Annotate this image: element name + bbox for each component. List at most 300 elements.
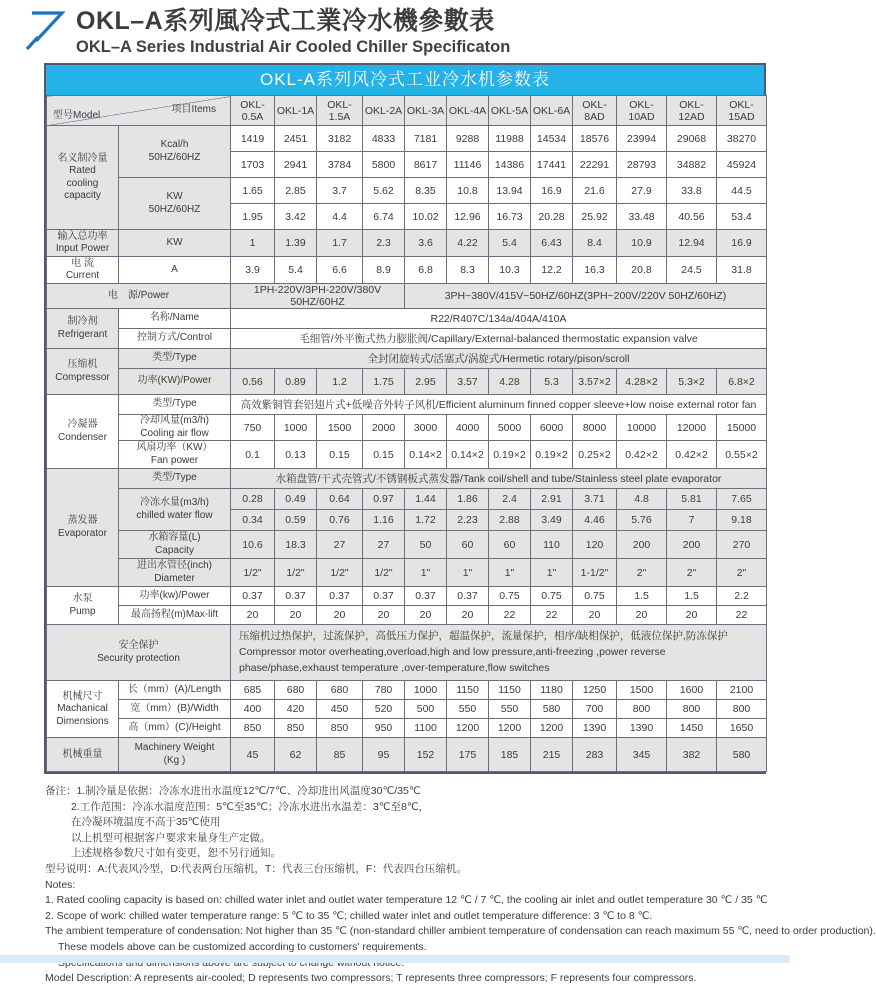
value-cell: 34882 <box>667 152 717 178</box>
note-line: 2.工作范围：冷冻水温度范围：5℃至35℃；冷冻水进出水温差：3℃至8℃， <box>71 800 430 813</box>
value-cell: 0.25×2 <box>573 441 617 469</box>
value-cell: 8.9 <box>363 257 405 284</box>
value-cell: 10.3 <box>489 257 531 284</box>
model-header: OKL-1A <box>275 96 317 126</box>
value-cell: 152 <box>405 738 447 772</box>
value-cell: 12.96 <box>447 204 489 230</box>
value-cell: 283 <box>573 738 617 772</box>
value-cell: 60 <box>447 531 489 559</box>
value-cell: 5.76 <box>617 510 667 531</box>
value-cell: 5.81 <box>667 489 717 510</box>
value-cell: 2.85 <box>275 178 317 204</box>
table-row <box>47 126 767 152</box>
value-cell: 0.14×2 <box>447 441 489 469</box>
value-cell: 0.37 <box>447 587 489 606</box>
security-text: 压缩机过热保护，过流保护，高低压力保护，超温保护，流量保护，相序/缺相保护，低液位保护,防冻保护 Compressor motor overheating,overload,high and low pressure,anti-freezing ,power reverse phase/phase,exhaust temperature ,over-temperature,flow switches <box>231 625 767 681</box>
item-label: 控制方式/Control <box>119 329 231 349</box>
value-cell: 3784 <box>317 152 363 178</box>
value-cell: 6.8×2 <box>717 369 767 395</box>
value-cell: 0.42×2 <box>667 441 717 469</box>
model-header: OKL-2A <box>363 96 405 126</box>
value-cell: 0.19×2 <box>531 441 573 469</box>
value-cell: 3.49 <box>531 510 573 531</box>
value-cell: 22291 <box>573 152 617 178</box>
value-cell: 15000 <box>717 415 767 441</box>
value-cell: 2451 <box>275 126 317 152</box>
table-row <box>47 284 767 309</box>
value-cell: 270 <box>717 531 767 559</box>
value-cell: 38270 <box>717 126 767 152</box>
value-cell: 420 <box>275 700 317 719</box>
value-cell: 0.97 <box>363 489 405 510</box>
value-cell: 3000 <box>405 415 447 441</box>
value-cell: 6.8 <box>405 257 447 284</box>
table-row <box>47 531 767 559</box>
value-cell: 0.13 <box>275 441 317 469</box>
table-row <box>47 587 767 606</box>
value-cell: 680 <box>275 681 317 700</box>
value-cell: 6.6 <box>317 257 363 284</box>
value-cell: 20.28 <box>531 204 573 230</box>
model-header: OKL-15AD <box>717 96 767 126</box>
value-cell: 6.74 <box>363 204 405 230</box>
table-row <box>47 178 767 204</box>
value-cell: 1703 <box>231 152 275 178</box>
value-cell: 5.3×2 <box>667 369 717 395</box>
value-cell: 29068 <box>667 126 717 152</box>
value-cell: 850 <box>317 719 363 738</box>
model-header: OKL-3A <box>405 96 447 126</box>
value-cell: 16.73 <box>489 204 531 230</box>
spec-table-body <box>47 96 767 772</box>
merged-value-cell: 高效紫铜管套铝翅片式+低噪音外转子风机/Efficient aluminum finned copper sleeve+low noise external rotor fan <box>231 395 767 415</box>
value-cell: 0.42×2 <box>617 441 667 469</box>
value-cell: 20 <box>617 606 667 625</box>
table-row <box>47 96 767 126</box>
value-cell: 25.92 <box>573 204 617 230</box>
value-cell: 345 <box>617 738 667 772</box>
value-cell: 0.76 <box>317 510 363 531</box>
note-line: Notes: <box>45 878 76 891</box>
value-cell: 580 <box>717 738 767 772</box>
value-cell: 18576 <box>573 126 617 152</box>
item-label: 长（mm）(A)/Length <box>119 681 231 700</box>
value-cell: 8.3 <box>447 257 489 284</box>
value-cell: 7181 <box>405 126 447 152</box>
item-label: 风扇功率（KW） Fan power <box>119 441 231 469</box>
value-cell: 1" <box>405 559 447 587</box>
model-header: OKL-6A <box>531 96 573 126</box>
value-cell: 0.37 <box>317 587 363 606</box>
value-cell: 0.37 <box>363 587 405 606</box>
value-cell: 0.37 <box>275 587 317 606</box>
value-cell: 20 <box>573 606 617 625</box>
value-cell: 1-1/2" <box>573 559 617 587</box>
model-header: OKL-8AD <box>573 96 617 126</box>
value-cell: 3182 <box>317 126 363 152</box>
title-block <box>76 6 510 58</box>
value-cell: 4.46 <box>573 510 617 531</box>
value-cell: 800 <box>617 700 667 719</box>
value-cell: 0.15 <box>363 441 405 469</box>
value-cell: 215 <box>531 738 573 772</box>
value-cell: 780 <box>363 681 405 700</box>
value-cell: 14386 <box>489 152 531 178</box>
value-cell: 40.56 <box>667 204 717 230</box>
value-cell: 2000 <box>363 415 405 441</box>
note-line: 备注：1.制冷量是依据：冷冻水进出水温度12℃/7℃、冷却进出风温度30℃/35℃ <box>45 785 421 797</box>
value-cell: 3.9 <box>231 257 275 284</box>
value-cell: 0.1 <box>231 441 275 469</box>
value-cell: 1.39 <box>275 230 317 257</box>
value-cell: 3.57 <box>447 369 489 395</box>
value-cell: 800 <box>717 700 767 719</box>
value-cell: 750 <box>231 415 275 441</box>
value-cell: 22 <box>489 606 531 625</box>
value-cell: 1.7 <box>317 230 363 257</box>
value-cell: 0.19×2 <box>489 441 531 469</box>
item-label: A <box>119 257 231 284</box>
category-label: 安全保护 Security protection <box>47 625 231 681</box>
value-cell: 60 <box>489 531 531 559</box>
value-cell: 2941 <box>275 152 317 178</box>
value-cell: 5.62 <box>363 178 405 204</box>
table-row <box>47 738 767 772</box>
value-cell: 4.8 <box>617 489 667 510</box>
table-row <box>47 700 767 719</box>
value-cell: 20 <box>231 606 275 625</box>
value-cell: 3.57×2 <box>573 369 617 395</box>
category-label: 名义制冷量 Rated cooling capacity <box>47 126 119 230</box>
value-cell: 1500 <box>617 681 667 700</box>
note-line: 在冷凝环境温度不高于35℃使用 <box>71 816 221 829</box>
value-cell: 4000 <box>447 415 489 441</box>
value-cell: 5800 <box>363 152 405 178</box>
model-header: OKL-5A <box>489 96 531 126</box>
value-cell: 3.6 <box>405 230 447 257</box>
value-cell: 382 <box>667 738 717 772</box>
value-cell: 1150 <box>447 681 489 700</box>
value-cell: 185 <box>489 738 531 772</box>
value-cell: 800 <box>667 700 717 719</box>
category-label: 电 流 Current <box>47 257 119 284</box>
note-line: Model Description: A represents air-cooled; D represents two compressors; T represents three compressors; F represents four compressors. <box>45 972 697 985</box>
value-cell: 12.94 <box>667 230 717 257</box>
category-label: 机械尺寸 Machanical Dimensions <box>47 681 119 738</box>
item-label: 宽（mm）(B)/Width <box>119 700 231 719</box>
value-cell: 20 <box>447 606 489 625</box>
value-cell: 1200 <box>489 719 531 738</box>
value-cell: 1/2" <box>317 559 363 587</box>
item-label: 冷却风量(m3/h) Cooling air flow <box>119 415 231 441</box>
item-label: 水箱容量(L) Capacity <box>119 531 231 559</box>
value-cell: 20 <box>275 606 317 625</box>
value-cell: 2.91 <box>531 489 573 510</box>
value-cell: 1" <box>489 559 531 587</box>
value-cell: 6.43 <box>531 230 573 257</box>
table-row <box>47 559 767 587</box>
value-cell: 1150 <box>489 681 531 700</box>
spec-table-banner: OKL-A系列风冷式工业冷水机参数表 <box>46 65 764 95</box>
value-cell: 950 <box>363 719 405 738</box>
value-cell: 0.59 <box>275 510 317 531</box>
item-label: 类型/Type <box>119 469 231 489</box>
value-cell: 110 <box>531 531 573 559</box>
value-cell: 8000 <box>573 415 617 441</box>
value-cell: 62 <box>275 738 317 772</box>
merged-value-cell: 3PH~380V/415V~50HZ/60HZ(3PH~200V/220V 50HZ/60HZ) <box>405 284 767 309</box>
value-cell: 1390 <box>617 719 667 738</box>
value-cell: 14534 <box>531 126 573 152</box>
value-cell: 10.6 <box>231 531 275 559</box>
value-cell: 1/2" <box>275 559 317 587</box>
value-cell: 10.02 <box>405 204 447 230</box>
item-label: 功率(KW)/Power <box>119 369 231 395</box>
category-label: 水泵 Pump <box>47 587 119 625</box>
value-cell: 1.44 <box>405 489 447 510</box>
value-cell: 1" <box>531 559 573 587</box>
category-label: 机械重量 <box>47 738 119 772</box>
category-label: 制冷剂 Refrigerant <box>47 309 119 349</box>
value-cell: 550 <box>489 700 531 719</box>
table-row <box>47 230 767 257</box>
value-cell: 21.6 <box>573 178 617 204</box>
model-header: OKL-0.5A <box>231 96 275 126</box>
value-cell: 17441 <box>531 152 573 178</box>
corner-cell <box>47 96 231 126</box>
value-cell: 4.28×2 <box>617 369 667 395</box>
value-cell: 10.8 <box>447 178 489 204</box>
value-cell: 22 <box>531 606 573 625</box>
model-header: OKL-4A <box>447 96 489 126</box>
value-cell: 0.15 <box>317 441 363 469</box>
value-cell: 1500 <box>317 415 363 441</box>
table-row <box>47 369 767 395</box>
value-cell: 3.7 <box>317 178 363 204</box>
value-cell: 1.5 <box>617 587 667 606</box>
item-label: KW 50HZ/60HZ <box>119 178 231 230</box>
value-cell: 1200 <box>531 719 573 738</box>
value-cell: 1650 <box>717 719 767 738</box>
table-row <box>47 625 767 681</box>
value-cell: 16.9 <box>717 230 767 257</box>
value-cell: 45924 <box>717 152 767 178</box>
value-cell: 95 <box>363 738 405 772</box>
value-cell: 0.75 <box>573 587 617 606</box>
value-cell: 4.28 <box>489 369 531 395</box>
item-label: 最高扬程(m)Max-lift <box>119 606 231 625</box>
value-cell: 1.75 <box>363 369 405 395</box>
value-cell: 2.88 <box>489 510 531 531</box>
value-cell: 0.37 <box>231 587 275 606</box>
arrow-logo-icon <box>24 8 66 54</box>
value-cell: 1.65 <box>231 178 275 204</box>
table-row <box>47 606 767 625</box>
value-cell: 0.75 <box>489 587 531 606</box>
value-cell: 22 <box>717 606 767 625</box>
value-cell: 27 <box>317 531 363 559</box>
value-cell: 2100 <box>717 681 767 700</box>
value-cell: 20 <box>405 606 447 625</box>
table-row <box>47 681 767 700</box>
merged-value-cell: 水箱盘管/干式壳管式/不锈钢板式蒸发器/Tank coil/shell and tube/Stainless steel plate evaporator <box>231 469 767 489</box>
value-cell: 45 <box>231 738 275 772</box>
category-label: 输入总功率 Input Power <box>47 230 119 257</box>
value-cell: 1419 <box>231 126 275 152</box>
value-cell: 5.3 <box>531 369 573 395</box>
value-cell: 23994 <box>617 126 667 152</box>
note-line: 上述规格参数尺寸如有变更，恕不另行通知。 <box>71 847 281 860</box>
value-cell: 680 <box>317 681 363 700</box>
spec-table <box>46 95 767 772</box>
table-row <box>47 719 767 738</box>
value-cell: 2.95 <box>405 369 447 395</box>
value-cell: 33.8 <box>667 178 717 204</box>
value-cell: 7 <box>667 510 717 531</box>
value-cell: 1.72 <box>405 510 447 531</box>
value-cell: 2.2 <box>717 587 767 606</box>
corner-model-label: 型号Model <box>53 110 101 121</box>
value-cell: 0.34 <box>231 510 275 531</box>
value-cell: 1100 <box>405 719 447 738</box>
value-cell: 18.3 <box>275 531 317 559</box>
value-cell: 1.16 <box>363 510 405 531</box>
table-row <box>47 309 767 329</box>
value-cell: 0.55×2 <box>717 441 767 469</box>
model-header: OKL-1.5A <box>317 96 363 126</box>
value-cell: 450 <box>317 700 363 719</box>
value-cell: 9.18 <box>717 510 767 531</box>
value-cell: 2.23 <box>447 510 489 531</box>
merged-value-cell: 毛细管/外平衡式热力膨胀阀/Capillary/External-balanced thermostatic expansion valve <box>231 329 767 349</box>
table-row <box>47 329 767 349</box>
value-cell: 9288 <box>447 126 489 152</box>
value-cell: 12000 <box>667 415 717 441</box>
value-cell: 1390 <box>573 719 617 738</box>
value-cell: 11146 <box>447 152 489 178</box>
value-cell: 2" <box>717 559 767 587</box>
value-cell: 4833 <box>363 126 405 152</box>
value-cell: 520 <box>363 700 405 719</box>
value-cell: 16.9 <box>531 178 573 204</box>
value-cell: 0.64 <box>317 489 363 510</box>
value-cell: 0.89 <box>275 369 317 395</box>
value-cell: 5000 <box>489 415 531 441</box>
spec-table-wrap <box>44 63 766 774</box>
value-cell: 20.8 <box>617 257 667 284</box>
value-cell: 700 <box>573 700 617 719</box>
value-cell: 550 <box>447 700 489 719</box>
value-cell: 44.5 <box>717 178 767 204</box>
item-label: 电 源/Power <box>47 284 231 309</box>
table-row <box>47 489 767 510</box>
value-cell: 0.56 <box>231 369 275 395</box>
table-row <box>47 415 767 441</box>
value-cell: 4.4 <box>317 204 363 230</box>
value-cell: 8617 <box>405 152 447 178</box>
value-cell: 50 <box>405 531 447 559</box>
value-cell: 5.4 <box>489 230 531 257</box>
value-cell: 20 <box>667 606 717 625</box>
corner-items-label: 项目Items <box>171 104 216 115</box>
value-cell: 7.65 <box>717 489 767 510</box>
value-cell: 1 <box>231 230 275 257</box>
value-cell: 0.28 <box>231 489 275 510</box>
value-cell: 2" <box>617 559 667 587</box>
value-cell: 12.2 <box>531 257 573 284</box>
value-cell: 53.4 <box>717 204 767 230</box>
value-cell: 1.86 <box>447 489 489 510</box>
item-label: 名称/Name <box>119 309 231 329</box>
value-cell: 8.4 <box>573 230 617 257</box>
value-cell: 850 <box>231 719 275 738</box>
value-cell: 1.95 <box>231 204 275 230</box>
note-line: 1. Rated cooling capacity is based on: chilled water inlet and outlet water temperature 12 ℃ / 7 ℃, the cooling air inlet and outlet temperature 30 ℃ / 35 ℃ <box>45 894 768 907</box>
value-cell: 200 <box>667 531 717 559</box>
value-cell: 24.5 <box>667 257 717 284</box>
category-label: 冷凝器 Condenser <box>47 395 119 469</box>
table-row <box>47 349 767 369</box>
value-cell: 1/2" <box>231 559 275 587</box>
value-cell: 13.94 <box>489 178 531 204</box>
bottom-accent-strip <box>0 955 790 963</box>
value-cell: 1/2" <box>363 559 405 587</box>
item-label: 功率(kw)/Power <box>119 587 231 606</box>
table-row <box>47 395 767 415</box>
value-cell: 31.8 <box>717 257 767 284</box>
value-cell: 10.9 <box>617 230 667 257</box>
merged-value-cell: 全封闭旋转式/活塞式/涡旋式/Hermetic rotary/pison/scroll <box>231 349 767 369</box>
value-cell: 10000 <box>617 415 667 441</box>
table-row <box>47 469 767 489</box>
value-cell: 1450 <box>667 719 717 738</box>
value-cell: 1.2 <box>317 369 363 395</box>
value-cell: 175 <box>447 738 489 772</box>
value-cell: 20 <box>317 606 363 625</box>
value-cell: 8.35 <box>405 178 447 204</box>
page-title-en: OKL–A Series Industrial Air Cooled Chiller Specificaton <box>76 38 511 56</box>
page-header <box>24 6 510 58</box>
value-cell: 6000 <box>531 415 573 441</box>
note-line: The ambient temperature of condensation: Not higher than 35 ℃ (non-standard chiller ambient temperature of condensation can reach maximum 55 ℃, need to order production). <box>45 925 876 938</box>
model-header: OKL-10AD <box>617 96 667 126</box>
page-title-zh: OKL–A系列風冷式工業冷水機參數表 <box>76 7 495 35</box>
value-cell: 200 <box>617 531 667 559</box>
value-cell: 580 <box>531 700 573 719</box>
value-cell: 1" <box>447 559 489 587</box>
item-label: Kcal/h 50HZ/60HZ <box>119 126 231 178</box>
value-cell: 1000 <box>405 681 447 700</box>
value-cell: 0.14×2 <box>405 441 447 469</box>
value-cell: 85 <box>317 738 363 772</box>
value-cell: 1180 <box>531 681 573 700</box>
category-label: 蒸发器 Evaporator <box>47 469 119 587</box>
value-cell: 120 <box>573 531 617 559</box>
item-label: 进出水管径(inch) Diameter <box>119 559 231 587</box>
value-cell: 16.3 <box>573 257 617 284</box>
table-row <box>47 441 767 469</box>
merged-value-cell: 1PH-220V/3PH-220V/380V 50HZ/60HZ <box>231 284 405 309</box>
note-line: These models above can be customized according to customers' requirements. <box>58 940 427 953</box>
value-cell: 1250 <box>573 681 617 700</box>
value-cell: 2.4 <box>489 489 531 510</box>
note-line: 以上机型可根据客户要求来量身生产定做。 <box>71 831 271 844</box>
table-row <box>47 257 767 284</box>
value-cell: 500 <box>405 700 447 719</box>
value-cell: 28793 <box>617 152 667 178</box>
item-label: Machinery Weight (Kg ) <box>119 738 231 772</box>
value-cell: 0.49 <box>275 489 317 510</box>
